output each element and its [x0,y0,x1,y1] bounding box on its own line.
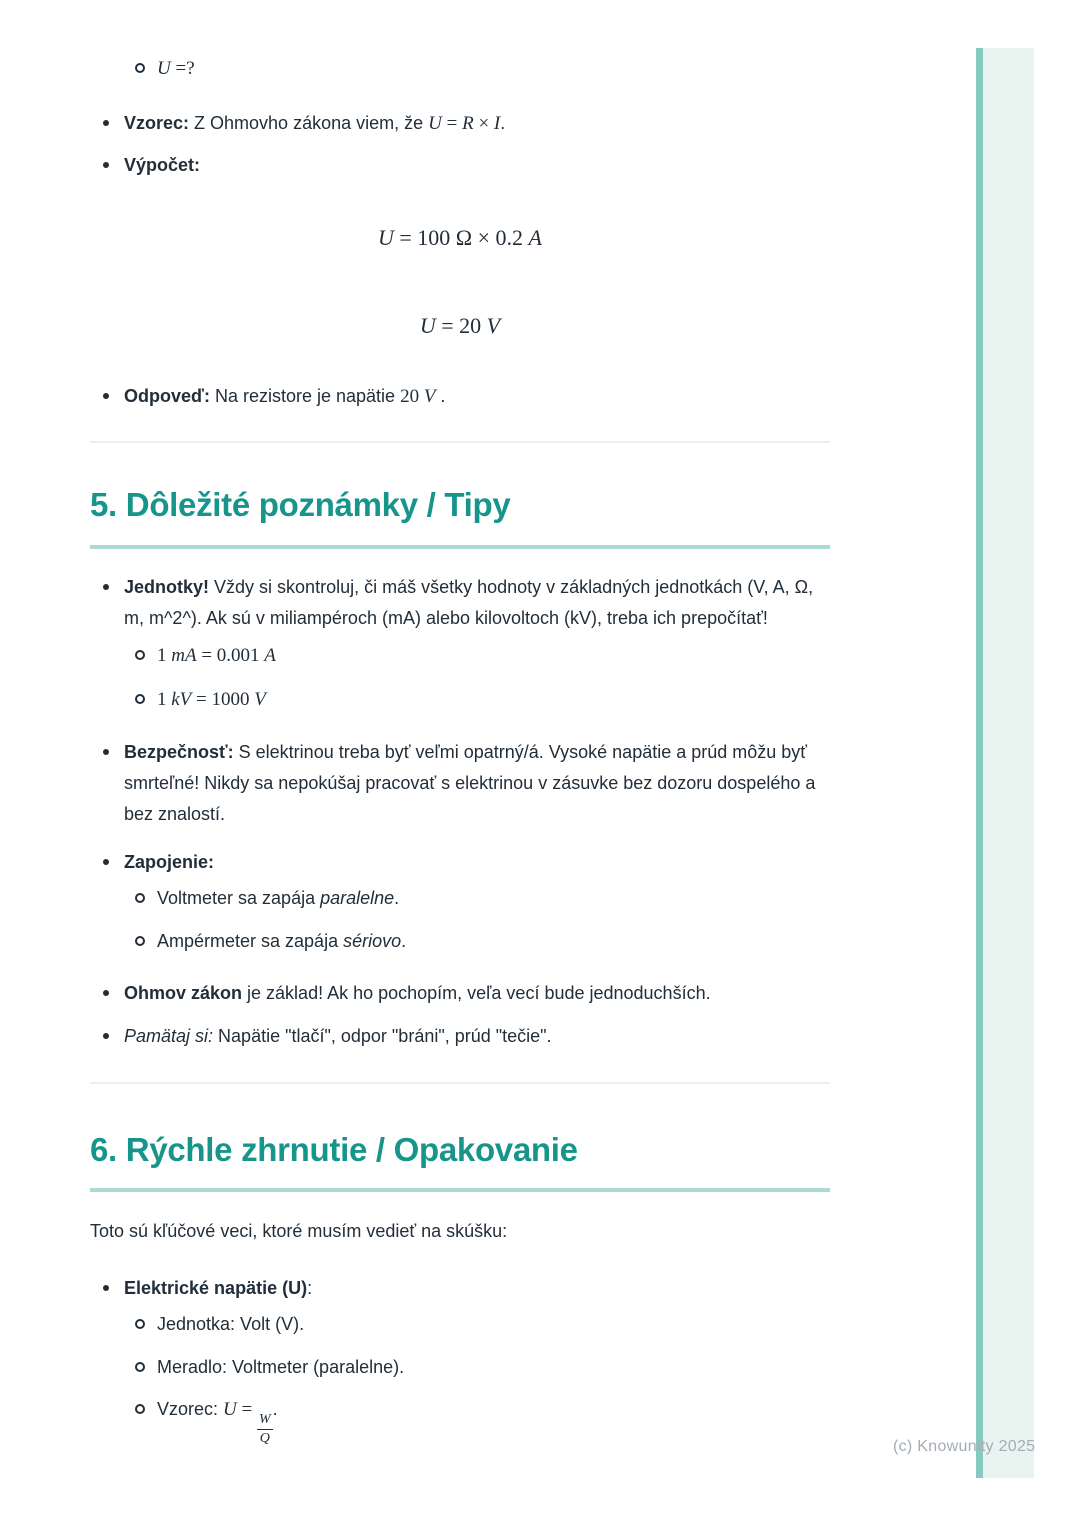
list-item-text: Vzorec: [157,1399,224,1419]
math-var: I [493,113,501,134]
math-var: U [419,313,436,338]
display-formula-1 [90,222,830,253]
list-item-voltmeter [90,883,830,914]
math-unit: mA [171,645,197,666]
list-item-elektricke-napatie [90,1273,830,1304]
list-item-text: Na rezistore je napätie [209,386,401,406]
list-item-vypocet [90,150,830,181]
list-item-vzorec [90,108,830,139]
math-var: U [428,113,442,134]
list-item-zapojenie [90,847,830,878]
section-6-intro: Toto sú kľúčové veci, ktoré musím vedieť na skúšku: [90,1221,508,1241]
list-item-lead: Odpoveď: [124,386,210,406]
list-item-text: Jednotka: Volt (V). [157,1314,305,1334]
list-item-text: Meradlo: Voltmeter (paralelne). [157,1357,405,1377]
math-text: = 0.001 [196,645,265,666]
fraction-numerator: W [257,1412,273,1430]
list-item-text: Napätie "tlačí", odpor "bráni", prúd "tečie". [213,1026,552,1046]
math-text: = 100 Ω × 0.2 [393,225,529,250]
math-unit: V [423,386,436,407]
math-text: = 20 [435,313,487,338]
list-item-ma-conversion [90,640,830,671]
list-item-italic: paralelne [320,888,395,908]
list-item-lead: Ohmov zákon [124,983,243,1003]
math-unit: A [528,225,542,250]
list-item-text: Ampérmeter sa zapája [157,931,344,951]
math-unit: V [254,689,266,710]
math-text: 1 [157,645,172,666]
math-text: =? [170,58,195,79]
math-op: = [236,1399,257,1420]
list-item-end: . [435,386,446,406]
section-6-title: 6. Rýchle zhrnutie / Opakovanie [90,1131,578,1168]
math-text: 20 [400,386,424,407]
display-formula-2 [90,310,830,341]
list-item-bezpecnost [90,737,830,830]
math-text: = 1000 [191,689,255,710]
fraction-denominator: Q [259,1431,270,1447]
math-var: U [157,58,171,79]
math-var: R [462,113,474,134]
list-item-text: Vždy si skontroluj, či máš všetky hodnoty v základných jednotkách (V, A, Ω, m, m^2^). Ak sú v miliampéroch (mA) alebo kilovoltoch (kV), treba ich prepočítať! [124,577,814,628]
list-item-text: S elektrinou treba byť veľmi opatrný/á. Vysoké napätie a prúd môžu byť smrteľné! Nikdy sa nepokúšaj pracovať s elektrinou v zásuvke bez dozoru dospelého a bez znalostí. [124,742,816,824]
list-item-ampermeter [90,926,830,957]
math-var: U [223,1399,237,1420]
side-highlight-bar [976,48,1034,1478]
list-item-lead: Výpočet: [124,155,201,175]
list-item-jednotky [90,572,830,634]
section-divider [90,441,830,443]
list-item-odpoved [90,381,830,412]
math-var: U [377,225,394,250]
list-item-ohmov-zakon [90,978,830,1009]
list-item-end: : [307,1278,313,1298]
list-item-lead: Jednotky! [124,577,210,597]
list-item-italic: sériovo [343,931,402,951]
list-item-lead: Vzorec: [124,113,190,133]
watermark: (c) Knowunity 2025 [893,1438,1036,1455]
title-underline [90,1188,830,1192]
list-item-jednotka [90,1309,830,1340]
math-op: = [441,113,463,134]
title-underline [90,545,830,549]
list-item-text: Voltmeter sa zapája [157,888,321,908]
list-item-lead: Zapojenie: [124,852,215,872]
math-unit: kV [171,689,192,710]
list-item-pamataj [90,1021,830,1052]
list-item-lead-italic: Pamätaj si: [124,1026,214,1046]
list-item-kv-conversion [90,684,830,715]
list-item-text: Z Ohmovho zákona viem, že [189,113,429,133]
section-5-title: 5. Dôležité poznámky / Tipy [90,486,511,523]
section-divider [90,1082,830,1084]
math-op: × [473,113,494,134]
list-item-lead: Bezpečnosť: [124,742,234,762]
math-fraction [257,1412,273,1447]
list-item-vzorec-uwq [90,1394,830,1447]
list-item-meradlo [90,1352,830,1383]
math-unit: A [264,645,276,666]
list-item-lead: Elektrické napätie (U) [124,1278,308,1298]
math-unit: V [486,313,501,338]
list-item-end: . [401,931,407,951]
document-body [90,0,830,1447]
list-item-text: je základ! Ak ho pochopím, veľa vecí bude jednoduchších. [242,983,711,1003]
list-item-end: . [394,888,400,908]
list-item-end: . [500,113,506,133]
list-item-u-unknown [90,53,830,84]
math-text: 1 [157,689,172,710]
list-item-end: . [272,1399,278,1419]
